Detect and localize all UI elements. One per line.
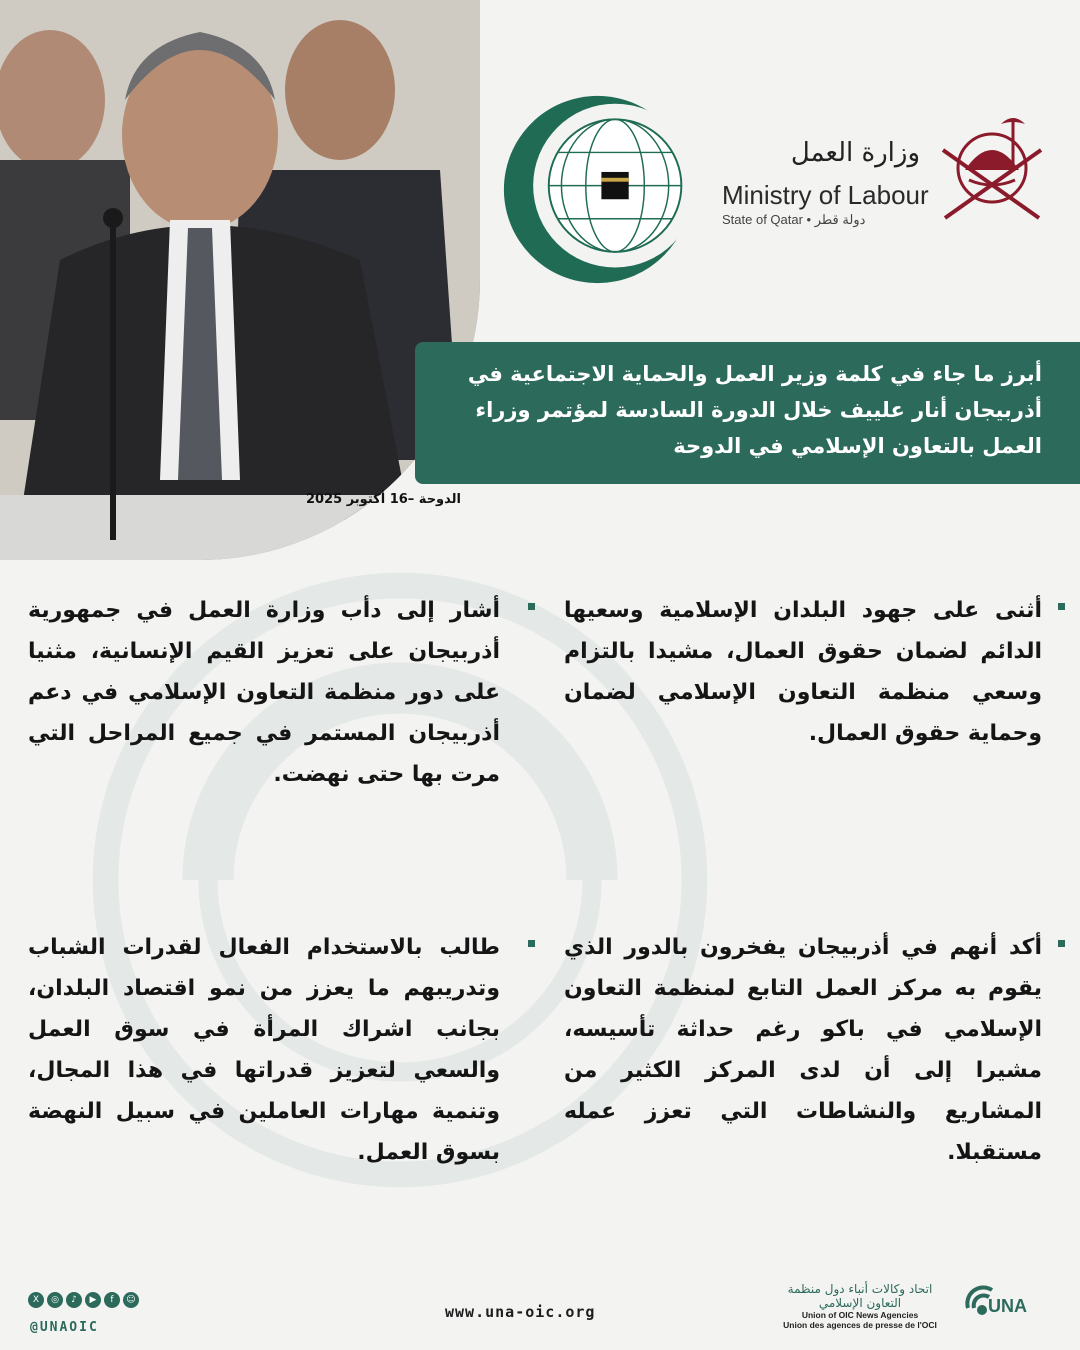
headline-banner <box>415 342 1080 484</box>
youtube-icon[interactable]: ▶ <box>85 1292 101 1308</box>
bullet-icon <box>1058 940 1065 947</box>
agency-name-english: Union of OIC News Agencies <box>801 1310 919 1320</box>
agency-name-arabic: اتحاد وكالات أنباء دول منظمة التعاون الإسلامي <box>787 1282 933 1310</box>
headline-text: أبرز ما جاء في كلمة وزير العمل والحماية الاجتماعية في أذربيجان أنار علييف خلال الدورة السادسة لمؤتمر وزراء العمل بالتعاون الإسلامي في الدوحة <box>467 362 1042 458</box>
website-link[interactable]: www.una-oic.org <box>445 1303 596 1321</box>
qatar-emblem-icon <box>935 110 1050 230</box>
facebook-icon[interactable]: f <box>104 1292 120 1308</box>
minister-photo <box>0 0 480 560</box>
una-wordmark: UNA <box>988 1296 1027 1316</box>
point-3: أكد أنهم في أذربيجان يفخرون بالدور الذي يقوم به مركز العمل التابع لمنظمة التعاون الإسلامي في باكو رغم حداثة تأسيسه، مشيرا إلى أن لدى المركز الكثير من المشاريع والنشاطات التي تعزز عمله مستقبلا. <box>564 935 1042 1165</box>
oic-logo-icon <box>500 92 695 287</box>
agency-name-french: Union des agences de presse de l'OCI <box>783 1320 937 1330</box>
dateline: الدوحة –16 أكتوبر 2025 <box>306 492 461 507</box>
bullet-icon <box>528 940 535 947</box>
point-4: طالب بالاستخدام الفعال لقدرات الشباب وتدريبهم ما يعزز من نمو اقتصاد البلدان، بجانب اشراك المرأة في سوق العمل والسعي لتعزيز قدراتها في هذا المجال، وتنمية مهارات العاملين في سبيل النهضة بسوق العمل. <box>28 935 500 1165</box>
social-icons <box>28 1292 139 1308</box>
bullet-icon <box>528 603 535 610</box>
snapchat-icon[interactable]: ☺ <box>123 1292 139 1308</box>
ministry-of-labour-logo <box>720 110 1060 240</box>
ministry-name-english: Ministry of Labour <box>722 180 929 210</box>
tiktok-icon[interactable]: ♪ <box>66 1292 82 1308</box>
ministry-name-arabic: وزارة العمل <box>790 138 920 168</box>
instagram-icon[interactable]: ◎ <box>47 1292 63 1308</box>
bullet-icon <box>1058 603 1065 610</box>
social-handle: @UNAOIC <box>30 1320 99 1335</box>
point-2: أشار إلى دأب وزارة العمل في جمهورية أذربيجان على تعزيز القيم الإنسانية، مثنيا على دور منظمة التعاون الإسلامي في دعم أذربيجان المستمر في جميع المراحل التي مرت بها حتى نهضت. <box>28 598 500 787</box>
ministry-state: State of Qatar • دولة قطر <box>722 212 866 227</box>
point-1: أثنى على جهود البلدان الإسلامية وسعيها الدائم لضمان حقوق العمال، مشيدا بالتزام وسعي منظمة التعاون الإسلامي لضمان وحماية حقوق العمال. <box>564 598 1042 746</box>
agency-name-block <box>776 1282 944 1330</box>
una-logo <box>962 1278 1042 1326</box>
x-icon[interactable]: X <box>28 1292 44 1308</box>
